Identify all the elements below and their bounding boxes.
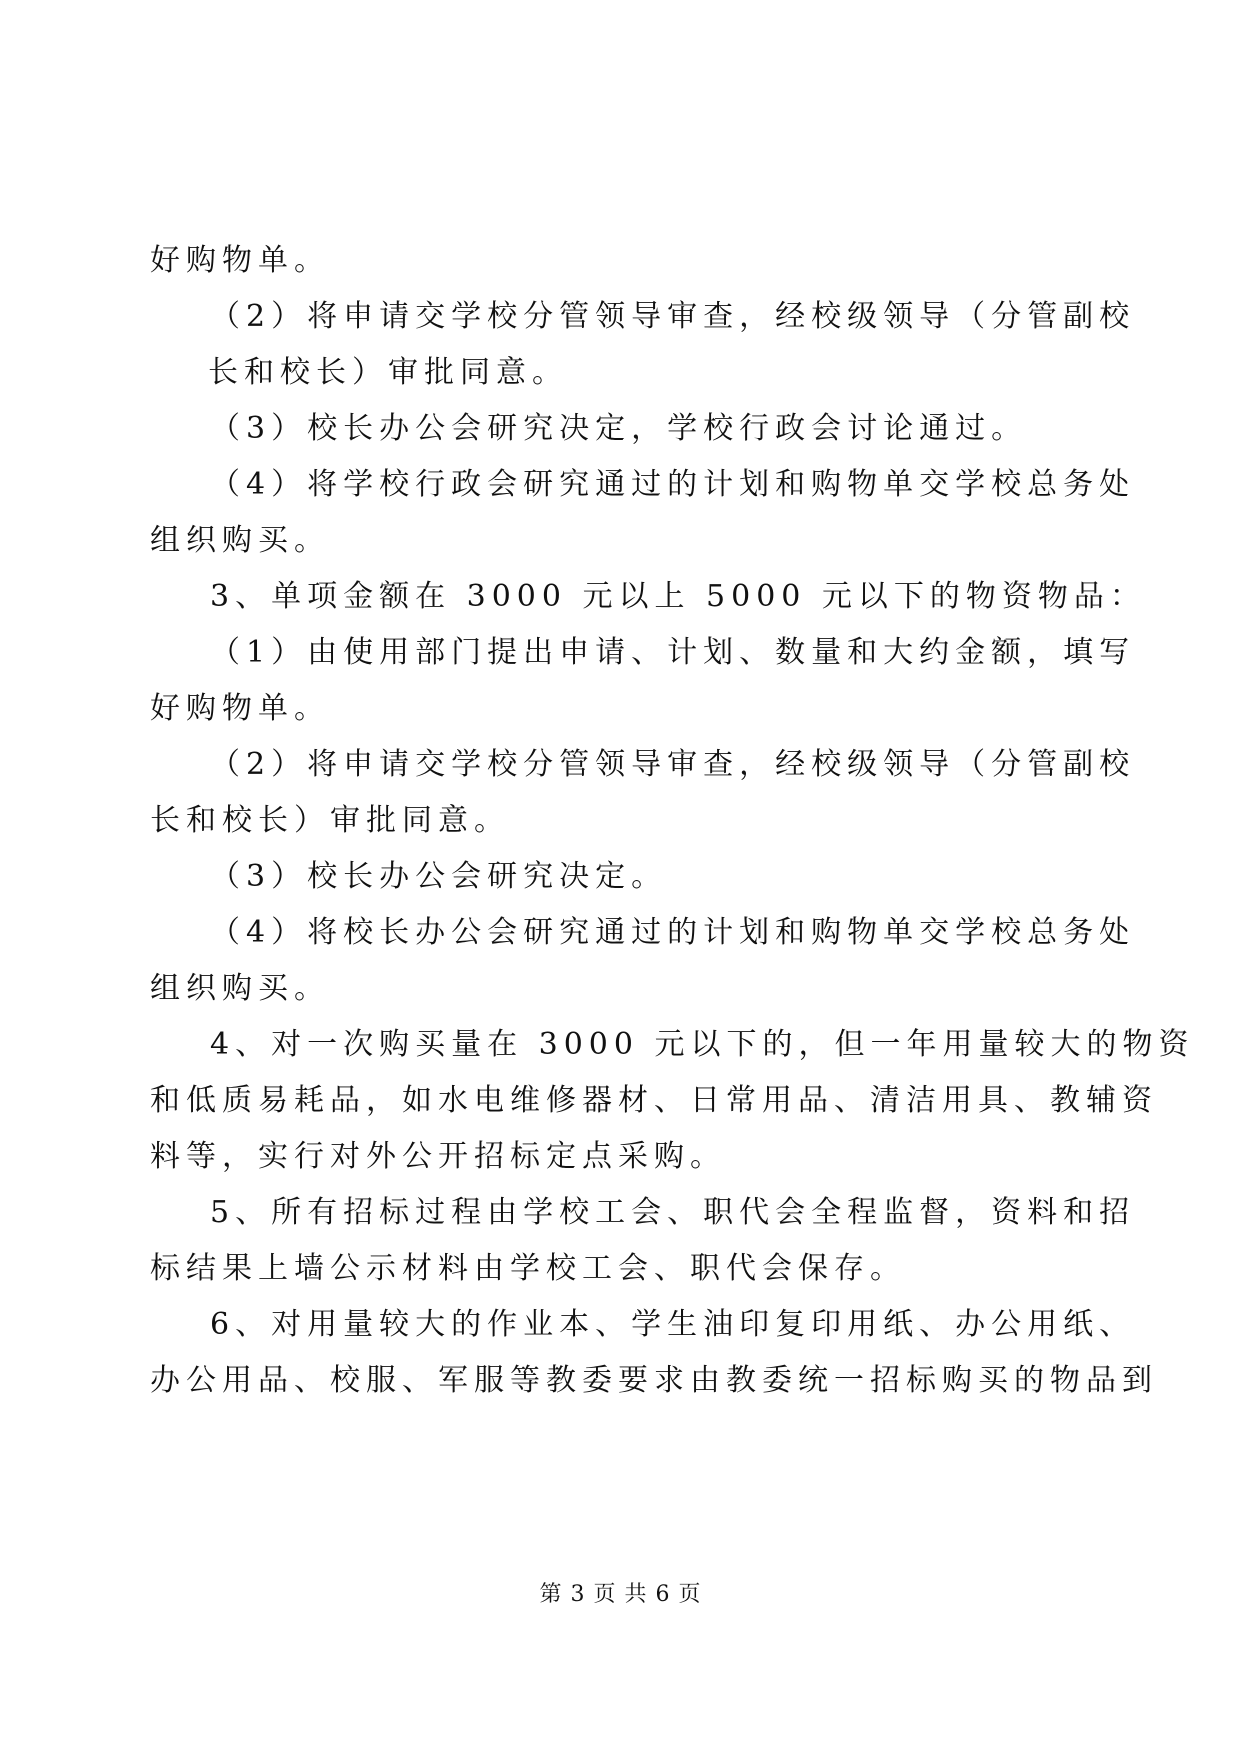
text-line: （3）校长办公会研究决定。	[210, 859, 668, 894]
text-line: 和低质易耗品，如水电维修器材、日常用品、清洁用具、教辅资	[150, 1083, 1158, 1118]
text-line: 6、对用量较大的作业本、学生油印复印用纸、办公用纸、	[210, 1307, 1136, 1342]
text-line: 好购物单。	[150, 691, 330, 726]
text-line: 料等，实行对外公开招标定点采购。	[150, 1139, 726, 1174]
text-line: 好购物单。	[150, 243, 330, 278]
text-line: 组织购买。	[150, 523, 330, 558]
page-number-footer: 第 3 页 共 6 页	[539, 1582, 702, 1607]
text-line: （1）由使用部门提出申请、计划、数量和大约金额，填写	[210, 635, 1136, 670]
text-line: （2）将申请交学校分管领导审查，经校级领导（分管副校	[210, 299, 1136, 334]
text-line: 4、对一次购买量在 3000 元以下的，但一年用量较大的物资	[210, 1027, 1195, 1062]
text-line: 3、单项金额在 3000 元以上 5000 元以下的物资物品：	[210, 579, 1146, 614]
text-line: 长和校长）审批同意。	[208, 355, 568, 390]
text-line: （4）将学校行政会研究通过的计划和购物单交学校总务处	[210, 467, 1136, 502]
text-line: 组织购买。	[150, 971, 330, 1006]
text-line: 办公用品、校服、军服等教委要求由教委统一招标购买的物品到	[150, 1363, 1158, 1398]
text-line: 标结果上墙公示材料由学校工会、职代会保存。	[150, 1251, 906, 1286]
text-line: （2）将申请交学校分管领导审查，经校级领导（分管副校	[210, 747, 1136, 782]
text-line: （3）校长办公会研究决定，学校行政会讨论通过。	[210, 411, 1028, 446]
text-line: 长和校长）审批同意。	[150, 803, 510, 838]
text-line: （4）将校长办公会研究通过的计划和购物单交学校总务处	[210, 915, 1136, 950]
text-line: 5、所有招标过程由学校工会、职代会全程监督，资料和招	[210, 1195, 1136, 1230]
